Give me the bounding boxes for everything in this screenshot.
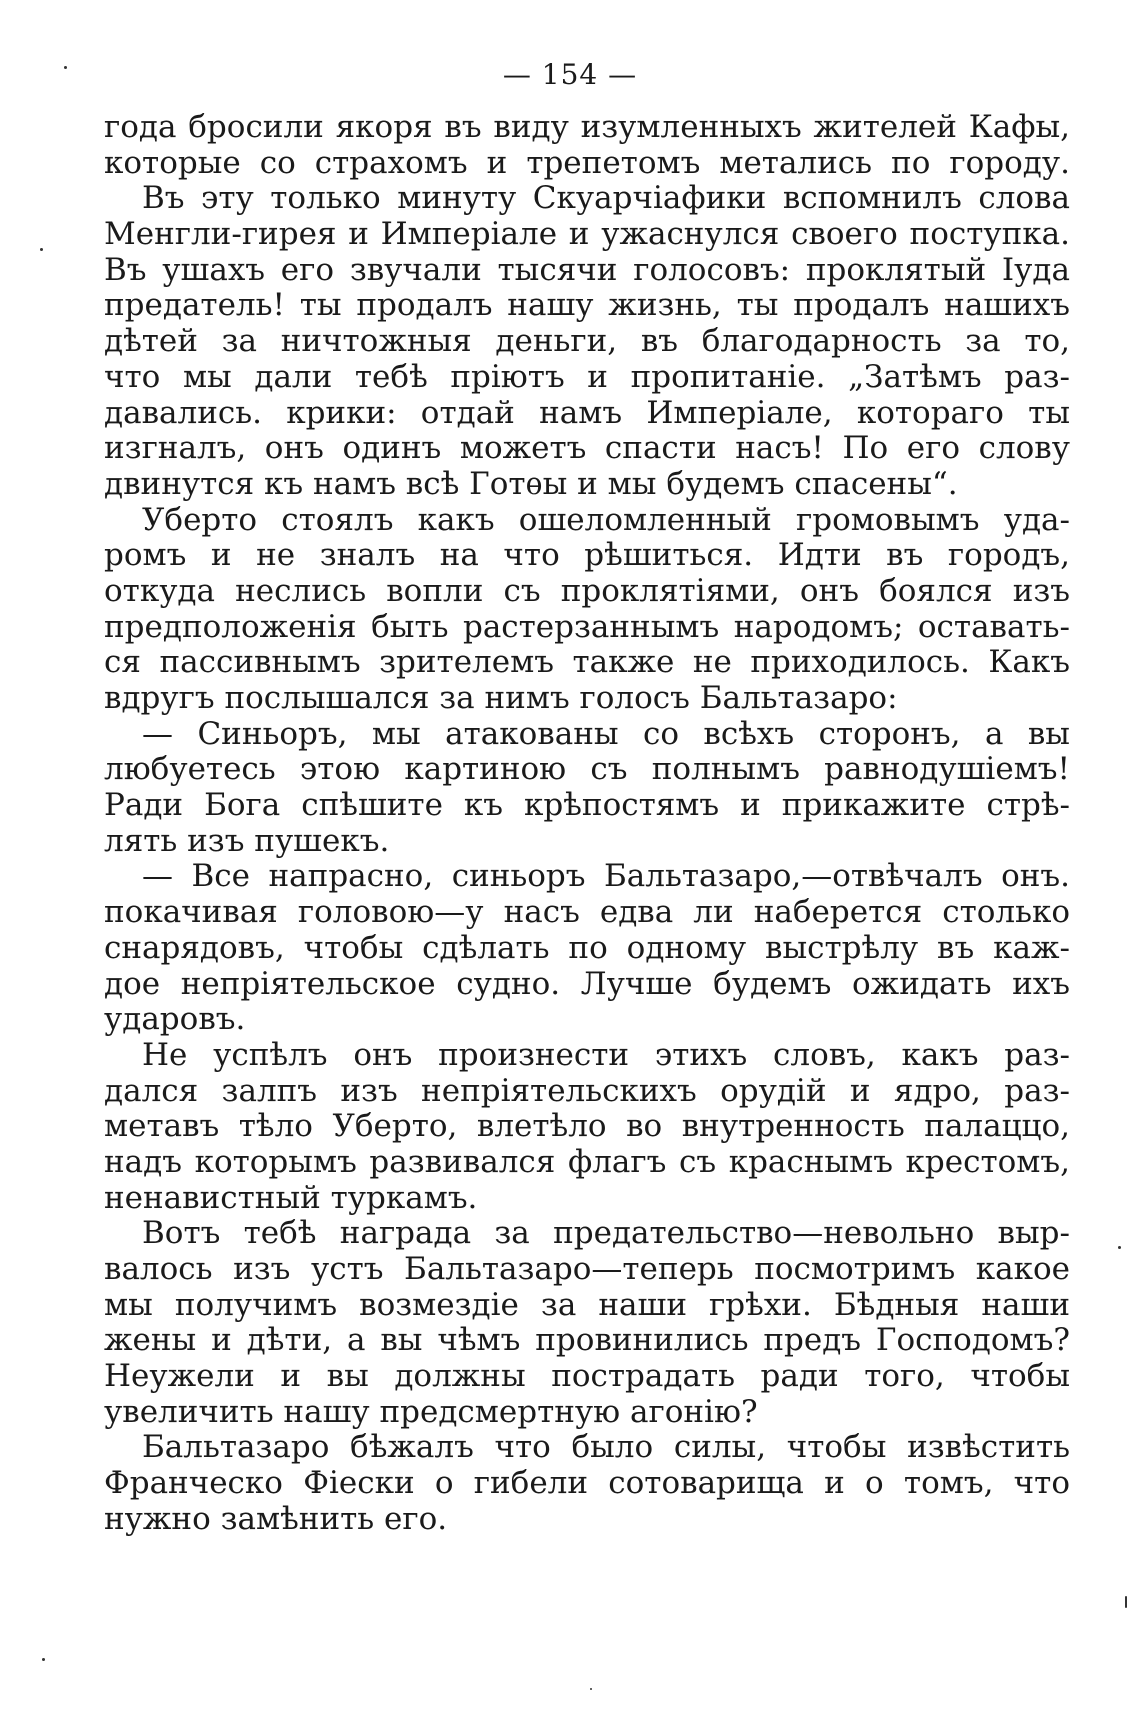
text-line: валось изъ устъ Бальтазаро—теперь посмотримъ какое — [104, 1252, 1070, 1287]
text-line: лять изъ пушекъ. — [104, 823, 390, 859]
text-line: ромъ и не зналъ на что рѣшиться. Идти въ городъ, — [104, 538, 1070, 574]
scan-speck — [42, 1658, 45, 1661]
paragraph-start-line: Уберто стоялъ какъ ошеломленный громовымъ уда- — [142, 502, 1070, 538]
text-line: Менгли-гирея и Имперiале и ужаснулся своего поступка. — [104, 217, 1070, 253]
text-line: мы получимъ возмездiе за наши грѣхи. Бѣдныя наши — [104, 1287, 1070, 1323]
text-line: ненавистный туркамъ. — [104, 1180, 478, 1216]
text-line: изгналъ, онъ одинъ можетъ спасти насъ! По его слову — [104, 431, 1070, 467]
text-line: предатель! ты продалъ нашу жизнь, ты продалъ нашихъ — [104, 288, 1070, 324]
text-line: надъ которымъ развивался флагъ съ краснымъ крестомъ, — [104, 1144, 1070, 1180]
paragraph-start-line: Бальтазаро бѣжалъ что было силы, чтобы извѣстить — [142, 1430, 1070, 1466]
text-line: Франческо Фiески о гибели сотоварища и о томъ, что — [104, 1466, 1070, 1502]
text-line: двинутся къ намъ всѣ Готѳы и мы будемъ спасены“. — [104, 466, 958, 502]
paragraph-start-line: — Все напрасно, синьоръ Бальтазаро,—отвѣчалъ онъ. — [142, 859, 1070, 895]
scan-speck — [1118, 1246, 1121, 1249]
scan-speck — [590, 1688, 592, 1690]
body-text — [104, 110, 1070, 1538]
paragraph-start-line: Не успѣлъ онъ произнести этихъ словъ, какъ раз- — [142, 1037, 1070, 1073]
text-line: откуда неслись вопли съ проклятiями, онъ боялся изъ — [104, 573, 1070, 609]
scan-speck — [1125, 1596, 1127, 1608]
text-line: ся пассивнымъ зрителемъ также не приходилось. Какъ — [104, 645, 1070, 681]
text-line: года бросили якоря въ виду изумленныхъ жителей Кафы, — [104, 110, 1070, 145]
text-line: дѣтей за ничтожныя деньги, въ благодарность за то, — [104, 324, 1070, 360]
text-line: увеличить нашу предсмертную агонiю? — [104, 1394, 758, 1430]
scan-speck — [40, 248, 43, 251]
text-line: жены и дѣти, а вы чѣмъ провинились предъ Господомъ? — [104, 1323, 1070, 1359]
text-line: предположенiя быть растерзаннымъ народомъ; оставать- — [104, 609, 1070, 645]
text-line: вдругъ послышался за нимъ голосъ Бальтазаро: — [104, 681, 898, 716]
text-line: Неужели и вы должны пострадать ради того, чтобы — [104, 1359, 1070, 1395]
text-line: которые со страхомъ и трепетомъ метались по городу. — [104, 145, 1070, 181]
text-line: покачивая головою—у насъ едва ли наберется столько — [104, 895, 1070, 931]
text-line: ударовъ. — [104, 1002, 246, 1038]
scan-speck — [64, 66, 67, 69]
text-line: снарядовъ, чтобы сдѣлать по одному выстрѣлу въ каж- — [104, 930, 1070, 966]
text-line: давались. крики: отдай намъ Имперiале, котораго ты — [104, 395, 1070, 431]
text-line: дался залпъ изъ непрiятельскихъ орудiй и ядро, раз- — [104, 1073, 1070, 1109]
paragraph-start-line: Въ эту только минуту Скуарчiафики вспомнилъ слова — [142, 181, 1070, 217]
page-number: — 154 — — [502, 58, 638, 91]
text-line: дое непрiятельское судно. Лучше будемъ ожидать ихъ — [104, 966, 1070, 1002]
text-line: любуетесь этою картиною съ полнымъ равнодушiемъ! — [104, 752, 1070, 788]
text-line: что мы дали тебѣ прiютъ и пропитанiе. „Затѣмъ раз- — [104, 359, 1070, 395]
paragraph-start-line: — Синьоръ, мы атакованы со всѣхъ сторонъ, а вы — [142, 716, 1070, 752]
paragraph-start-line: Вотъ тебѣ награда за предательство—невольно выр- — [142, 1216, 1070, 1252]
text-line: Въ ушахъ его звучали тысячи голосовъ: проклятый Iуда — [104, 252, 1070, 288]
text-line: Ради Бога спѣшите къ крѣпостямъ и прикажите стрѣ- — [104, 788, 1070, 824]
text-line: метавъ тѣло Уберто, влетѣло во внутренность палаццо, — [104, 1109, 1070, 1145]
text-line: нужно замѣнить его. — [104, 1501, 448, 1537]
